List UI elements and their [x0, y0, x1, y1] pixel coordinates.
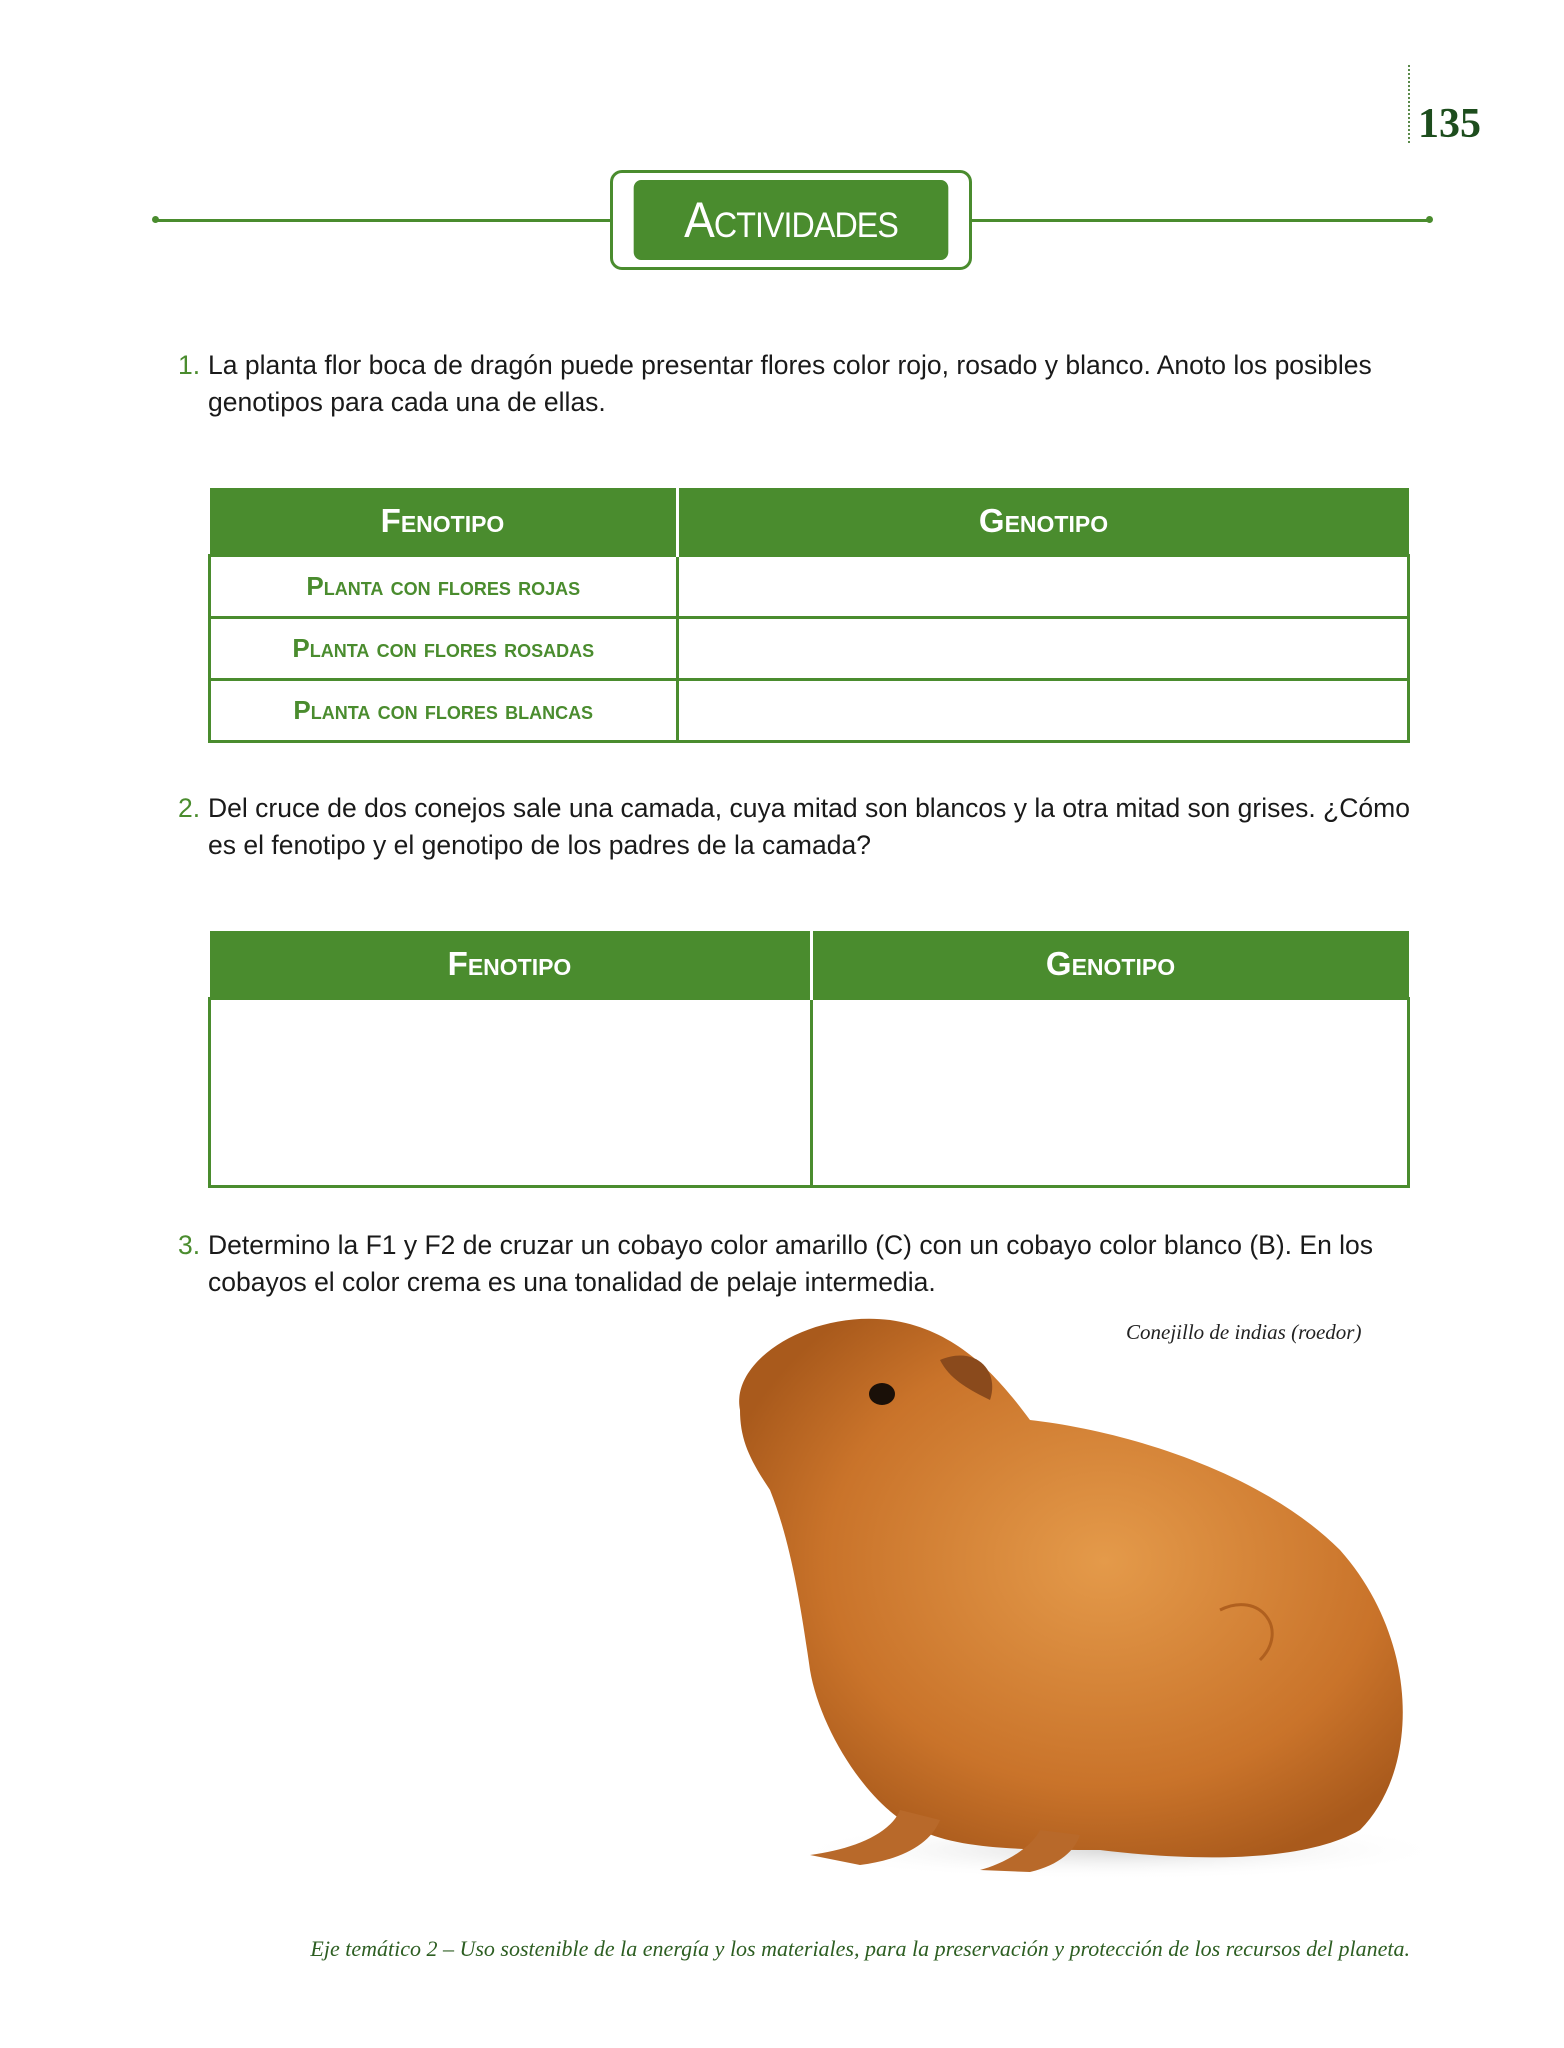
question-number: 3.: [178, 1230, 201, 1260]
header-genotipo: Genotipo: [677, 488, 1409, 556]
question-text: La planta flor boca de dragón puede presentar flores color rojo, rosado y blanco. Anoto los posibles genotipos para cada una de ellas.: [208, 350, 1372, 417]
phenotype-answer-cell[interactable]: [210, 999, 812, 1187]
phenotype-table-2: [208, 931, 1410, 1188]
question-text: Determino la F1 y F2 de cruzar un cobayo color amarillo (C) con un cobayo color blanco (B). En los cobayos el color crema es una tonalidad de pelaje intermedia.: [208, 1230, 1374, 1297]
phenotype-cell: Planta con flores rosadas: [210, 618, 678, 680]
header-fenotipo: Fenotipo: [210, 488, 678, 556]
page-number: 135: [1418, 101, 1481, 147]
page-number-divider: [1408, 65, 1410, 143]
question-1: [178, 347, 1413, 421]
rule-end-dot: [1426, 216, 1433, 223]
image-caption: Conejillo de indias (roedor): [1126, 1320, 1362, 1344]
phenotype-table-1: [208, 488, 1410, 743]
phenotype-cell: Planta con flores rojas: [210, 556, 678, 618]
question-text: Del cruce de dos conejos sale una camada, cuya mitad son blancos y la otra mitad son grises. ¿Cómo es el fenotipo y el genotipo de los padres de la camada?: [208, 793, 1410, 860]
guinea-pig-image: [700, 1290, 1460, 1890]
guinea-pig-eye: [869, 1383, 895, 1405]
question-2: [178, 790, 1413, 864]
question-number: 1.: [178, 350, 201, 380]
section-title: Actividades: [634, 180, 949, 260]
phenotype-cell: Planta con flores blancas: [210, 680, 678, 742]
genotype-answer-cell[interactable]: [677, 556, 1409, 618]
guinea-pig-body: [739, 1319, 1403, 1858]
table-row: [210, 680, 1409, 742]
header-genotipo: Genotipo: [811, 931, 1409, 999]
genotype-answer-cell[interactable]: [811, 999, 1409, 1187]
header-fenotipo: Fenotipo: [210, 931, 812, 999]
table-row: [210, 556, 1409, 618]
table-row: [210, 999, 1409, 1187]
footer-theme-text: Eje temático 2 – Uso sostenible de la energía y los materiales, para la preservación y protección de los recursos del planeta.: [310, 1936, 1410, 1961]
genotype-answer-cell[interactable]: [677, 680, 1409, 742]
rule-end-dot: [152, 216, 159, 223]
table-row: [210, 618, 1409, 680]
question-number: 2.: [178, 793, 201, 823]
genotype-answer-cell[interactable]: [677, 618, 1409, 680]
